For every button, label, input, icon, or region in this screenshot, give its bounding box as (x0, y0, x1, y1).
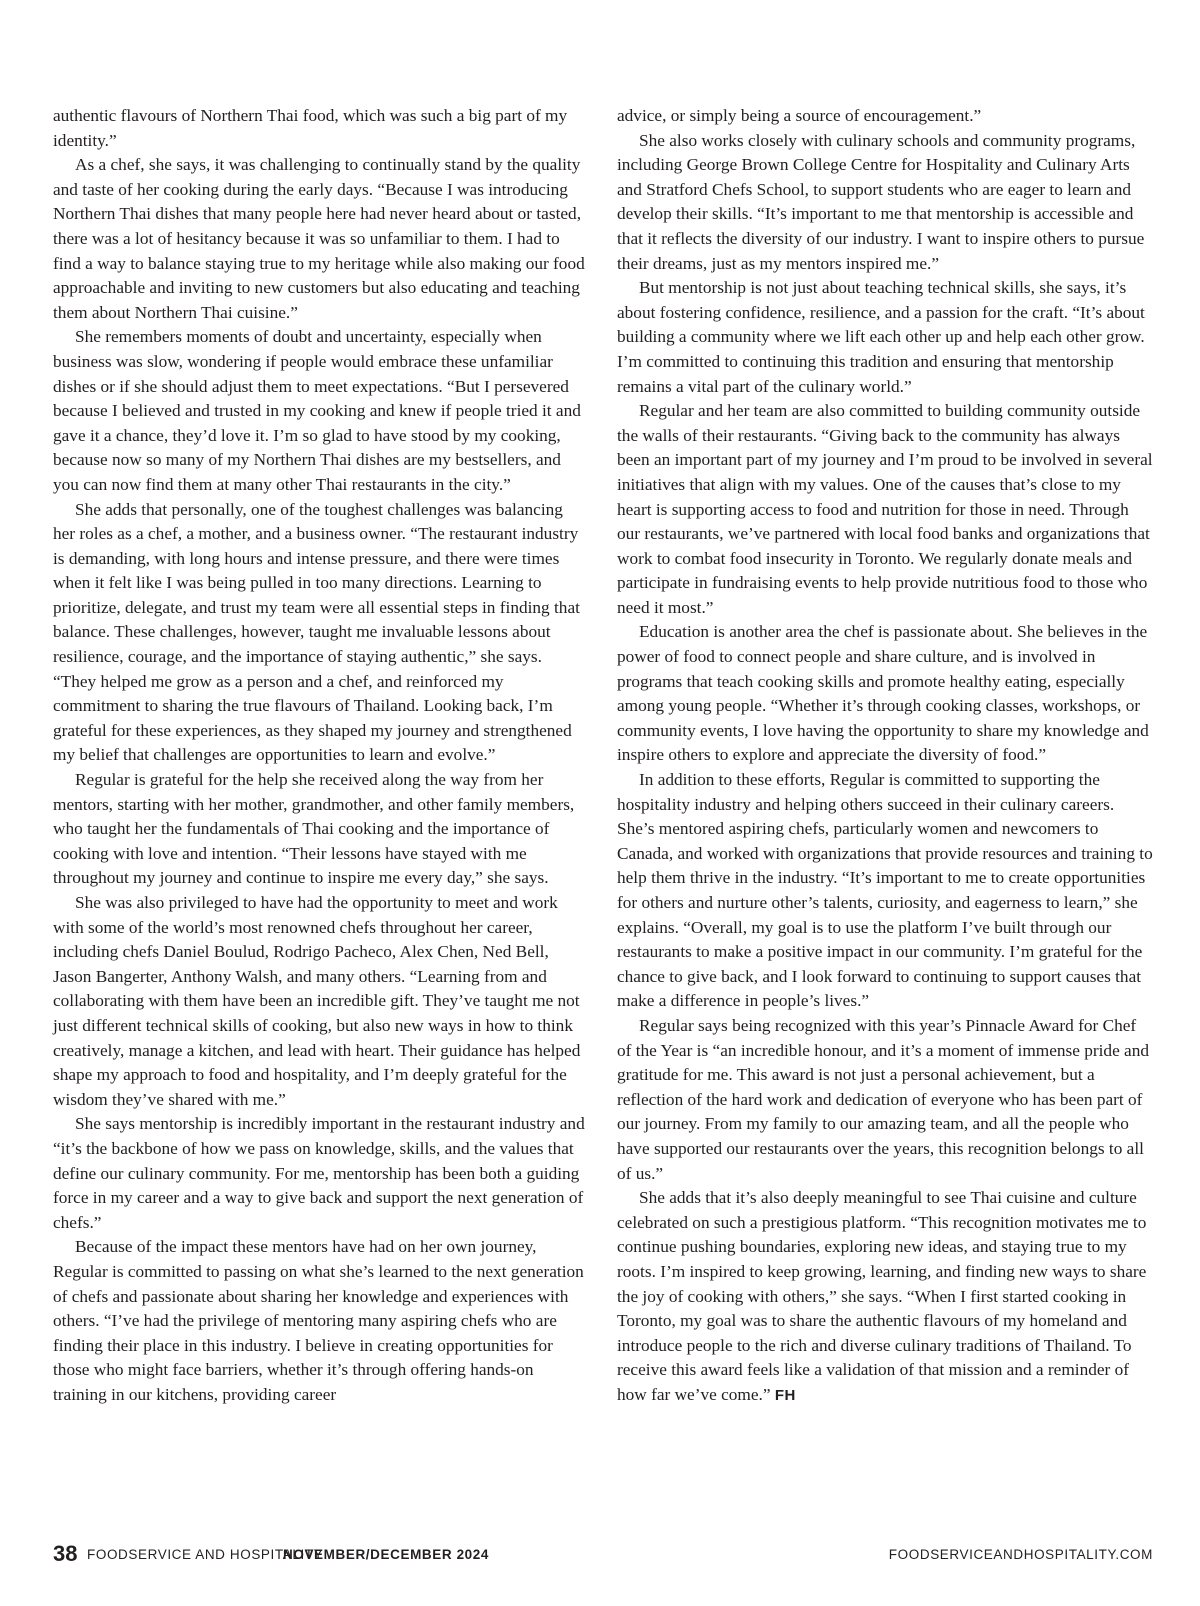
paragraph: Education is another area the chef is passionate about. She believes in the power of food to connect people and share culture, and is involved in programs that teach cooking skills and promote healthy eating, especially among young people. “Whether it’s through cooking classes, workshops, or community events, I love having the opportunity to share my knowledge and inspire others to explore and appreciate the diversity of food.” (617, 622, 1149, 765)
paragraph: Regular and her team are also committed to building community outside the walls of their restaurants. “Giving back to the community has always been an important part of my journey and I’m proud to be involved in several initiatives that align with my values. One of the causes that’s close to my heart is supporting access to food and nutrition for those in need. Through our restaurants, we’ve partnered with local food banks and organizations that work to combat food insecurity in Toronto. We regularly donate meals and participate in fundraising events to help provide nutritious food to those who need it most.” (617, 401, 1153, 617)
paragraph: Because of the impact these mentors have had on her own journey, Regular is committed to passing on what she’s learned to the next generation of chefs and passionate about sharing her knowledge and experiences with others. “I’ve had the privilege of mentoring many aspiring chefs who are finding their place in this industry. I believe in creating opportunities for those who might face barriers, whether it’s through offering hands-on training in our kitchens, providing career (53, 1237, 584, 1404)
paragraph-text: She adds that it’s also deeply meaningful to see Thai cuisine and culture celebrated on such a prestigious platform. “This recognition motivates me to continue pushing boundaries, exploring new ideas, and staying true to my roots. I’m inspired to keep growing, learning, and finding new ways to share the joy of cooking with others,” she says. “When I first started cooking in Toronto, my goal was to share the authentic flavours of my homeland and introduce people to the rich and diverse culinary traditions of Thailand. To receive this award feels like a validation of that mission and a reminder of how far we’ve come.” (617, 1188, 1147, 1404)
final-paragraph (617, 1186, 1153, 1408)
page-number: 38 (53, 1541, 78, 1566)
issue-date: NOVEMBER/DECEMBER 2024 (283, 1547, 489, 1562)
paragraph: But mentorship is not just about teaching technical skills, she says, it’s about fostering confidence, resilience, and a passion for the craft. “It’s about building a community where we lift each other up and help each other grow. I’m committed to continuing this tradition and ensuring that mentorship remains a vital part of the culinary world.” (617, 278, 1145, 396)
paragraph: She adds that personally, one of the toughest challenges was balancing her roles as a chef, a mother, and a business owner. “The restaurant industry is demanding, with long hours and intense pressure, and there were times when it felt like I was being pulled in too many directions. Learning to prioritize, delegate, and trust my team were all essential steps in finding that balance. These challenges, however, taught me invaluable lessons about resilience, courage, and the importance of staying authentic,” she says. “They helped me grow as a person and a chef, and reinforced my commitment to sharing the true flavours of Thailand. Looking back, I’m grateful for these experiences, as they shaped my journey and strengthened my belief that challenges are opportunities to learn and evolve.” (53, 499, 580, 765)
paragraph: advice, or simply being a source of encouragement.” (617, 106, 982, 125)
paragraph: She remembers moments of doubt and uncertainty, especially when business was slow, wondering if people would embrace these unfamiliar dishes or if she should adjust them to meet expectations. “But I persevered because I believed and trusted in my cooking and knew if people tried it and gave it a chance, they’d love it. I’m so glad to have stood by my cooking, because now so many of my Northern Thai dishes are my bestsellers, and you can now find them at many other Thai restaurants in the city.” (53, 327, 581, 494)
article-column-right (617, 104, 1153, 1408)
publication-name: FOODSERVICE AND HOSPITALITY (87, 1547, 324, 1562)
paragraph: Regular says being recognized with this year’s Pinnacle Award for Chef of the Year is “an incredible honour, and it’s a moment of immense pride and gratitude for me. This award is not just a personal achievement, but a reflection of the hard work and dedication of everyone who has been part of our journey. From my family to our amazing team, and all the people who have supported our restaurants over the years, this recognition belongs to all of us.” (617, 1015, 1150, 1183)
website-url: FOODSERVICEANDHOSPITALITY.COM (888, 1547, 1153, 1562)
article-column-left (53, 104, 585, 1407)
paragraph: She also works closely with culinary schools and community programs, including George Brown College Centre for Hospitality and Culinary Arts and Stratford Chefs School, to support students who are eager to learn and develop their skills. “It’s important to me that mentorship is accessible and that it reflects the diversity of our industry. I want to inspire others to pursue their dreams, just as my mentors inspired me.” (617, 130, 1145, 273)
end-mark: FH (774, 1386, 796, 1404)
paragraph: In addition to these efforts, Regular is committed to supporting the hospitality industry and helping others succeed in their culinary careers. She’s mentored aspiring chefs, particularly women and newcomers to Canada, and worked with organizations that provide resources and training to help them thrive in the industry. “It’s important to me to create opportunities for others and nurture other’s talents, curiosity, and eagerness to learn,” she explains. “Overall, my goal is to use the platform I’ve built through our restaurants to make a positive impact in our community. I’m grateful for the chance to give back, and I look forward to continuing to support causes that make a difference in people’s lives.” (617, 770, 1153, 1011)
paragraph: Regular is grateful for the help she received along the way from her mentors, starting with her mother, grandmother, and other family members, who taught her the fundamentals of Thai cooking and the importance of cooking with love and intention. “Their lessons have stayed with me throughout my journey and continue to inspire me every day,” she says. (53, 770, 575, 888)
paragraph: authentic flavours of Northern Thai food, which was such a big part of my identity.” (53, 106, 568, 150)
paragraph: She was also privileged to have had the opportunity to meet and work with some of the world’s most renowned chefs throughout her career, including chefs Daniel Boulud, Rodrigo Pacheco, Alex Chen, Ned Bell, Jason Bangerter, Anthony Walsh, and many others. “Learning from and collaborating with them have been an incredible gift. They’ve taught me not just different technical skills of cooking, but also new ways in how to think creatively, manage a kitchen, and lead with heart. Their guidance has helped shape my approach to food and hospitality, and I’m deeply grateful for the wisdom they’ve shared with me.” (53, 893, 581, 1109)
page-footer (53, 1541, 1153, 1571)
paragraph: She says mentorship is incredibly important in the restaurant industry and “it’s the backbone of how we pass on knowledge, skills, and the values that define our culinary community. For me, mentorship has been both a guiding force in my career and a way to give back and support the next generation of chefs.” (53, 1114, 585, 1232)
paragraph: As a chef, she says, it was challenging to continually stand by the quality and taste of her cooking during the early days. “Because I was introducing Northern Thai dishes that many people here had never heard about or tasted, there was a lot of hesitancy because it was so unfamiliar to them. I had to find a way to balance staying true to my heritage while also making our food approachable and inviting to new customers but also educating and teaching them about Northern Thai cuisine.” (53, 155, 585, 322)
